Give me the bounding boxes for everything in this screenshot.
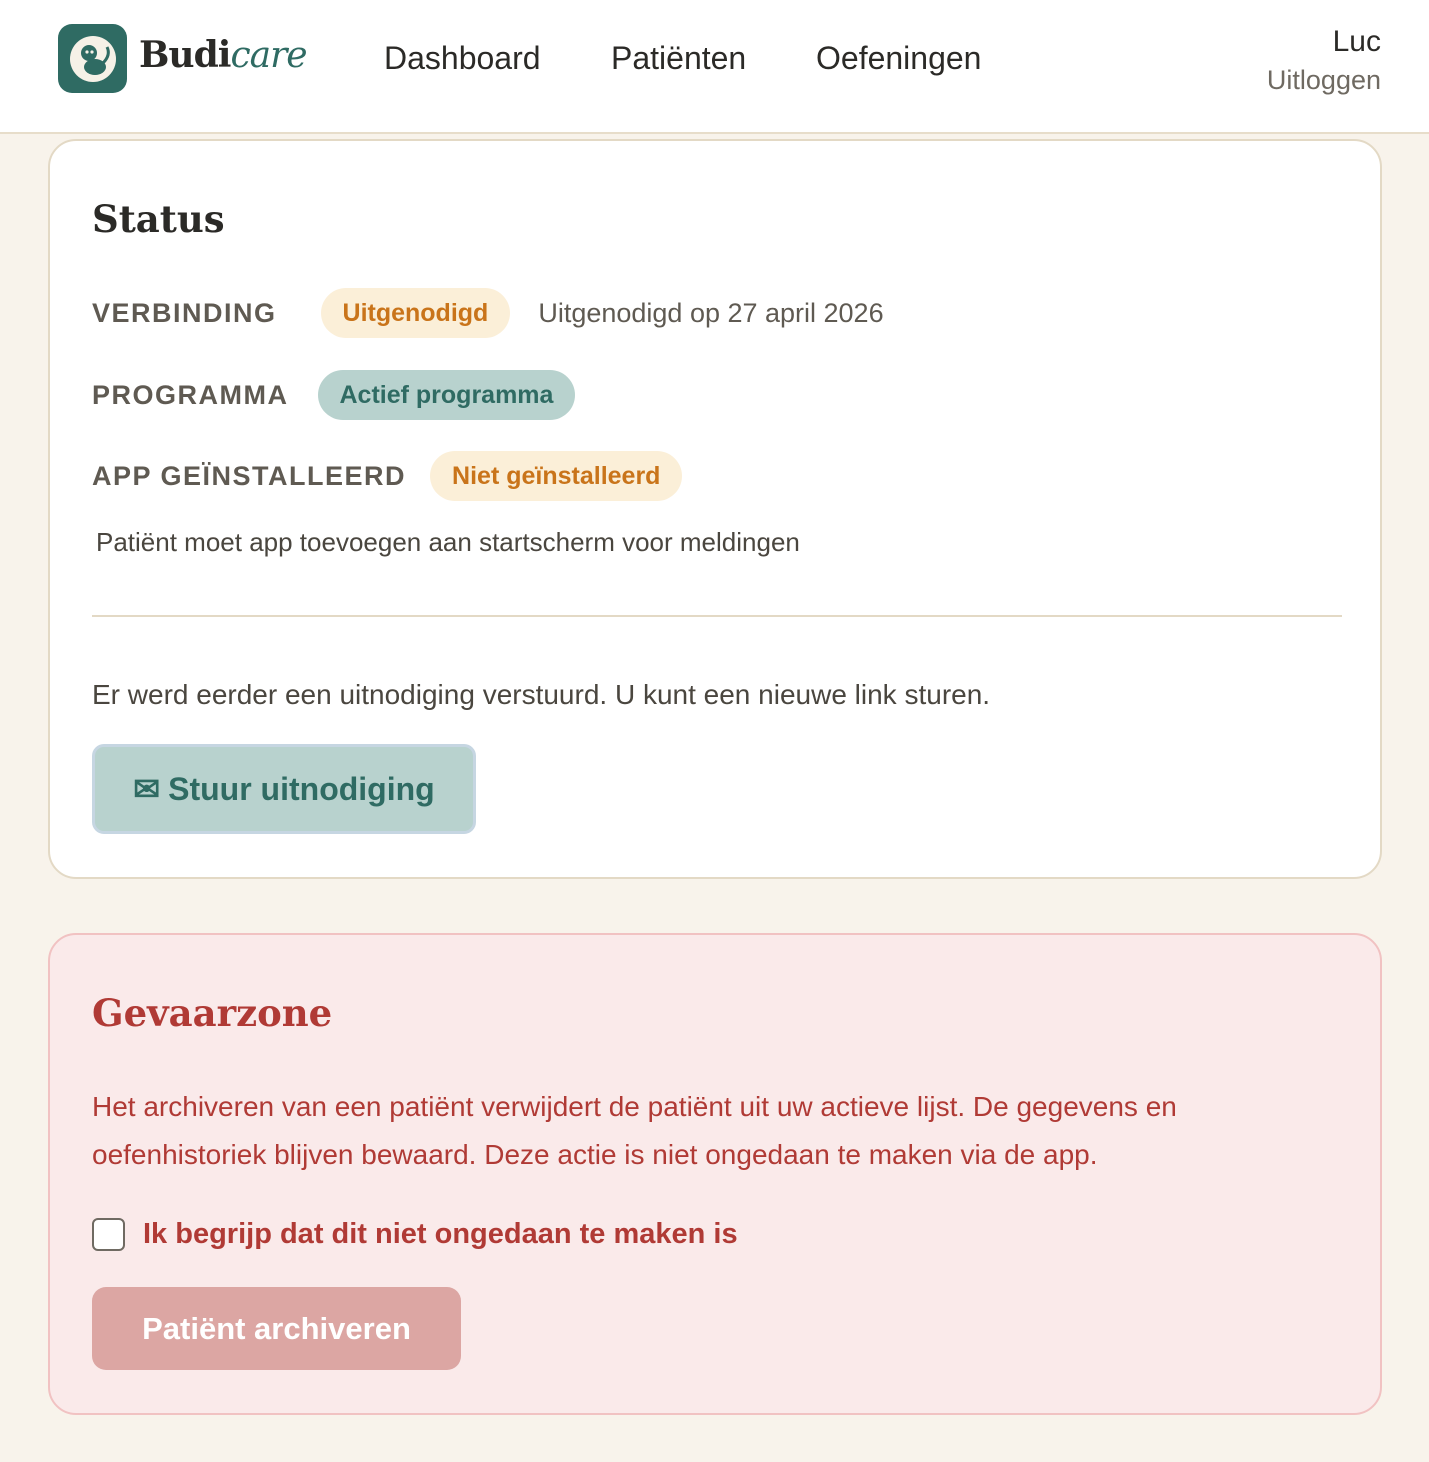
user-menu (1267, 24, 1381, 100)
archive-patient-button[interactable]: Patiënt archiveren (92, 1287, 461, 1370)
status-label: VERBINDING (92, 297, 277, 328)
status-label: PROGRAMMA (92, 379, 289, 410)
divider (92, 615, 1342, 617)
nav-item-oefeningen[interactable]: Oefeningen (816, 40, 982, 76)
status-badge: Uitgenodigd (321, 288, 511, 338)
invited-date: Uitgenodigd op 27 april 2026 (538, 297, 884, 328)
danger-zone-card (48, 933, 1382, 1415)
top-navigation-bar (0, 0, 1429, 134)
brand-name-part1: Budi (139, 34, 231, 76)
status-title: Status (92, 197, 225, 241)
envelope-icon: ✉ (133, 771, 161, 807)
brand-name-part2: care (230, 35, 307, 76)
confirm-row[interactable] (92, 1216, 738, 1252)
danger-zone-warning: Het archiveren van een patiënt verwijdert de patiënt uit uw actieve lijst. De gegevens en oefenhistoriek blijven bewaard. Deze actie is niet ongedaan te maken via de app. (92, 1091, 1177, 1170)
status-label: APP GEÏNSTALLEERD (92, 460, 407, 491)
send-invite-label: Stuur uitnodiging (168, 770, 435, 807)
confirm-label[interactable]: Ik begrijp dat dit niet ongedaan te maken is (143, 1217, 738, 1250)
status-badge: Niet geïnstalleerd (430, 451, 682, 501)
send-invite-button[interactable] (92, 744, 476, 834)
otter-logo-icon[interactable] (58, 24, 127, 93)
confirm-checkbox[interactable] (92, 1218, 125, 1251)
status-row-verbinding (92, 288, 884, 338)
resend-info: Er werd eerder een uitnodiging verstuurd. U kunt een nieuwe link sturen. (92, 679, 991, 710)
danger-zone-title: Gevaarzone (92, 991, 333, 1035)
status-row-app-installed (92, 451, 682, 501)
nav-item-patienten[interactable]: Patiënten (611, 40, 747, 76)
logout-link[interactable]: Uitloggen (1266, 65, 1381, 95)
status-row-programma (92, 370, 575, 420)
status-card (48, 139, 1382, 879)
install-hint: Patiënt moet app toevoegen aan startscherm voor meldingen (96, 527, 800, 557)
nav-item-dashboard[interactable]: Dashboard (384, 40, 541, 76)
brand-logo-text[interactable] (139, 34, 307, 76)
user-name: Luc (1332, 25, 1381, 58)
status-badge: Actief programma (318, 370, 576, 420)
